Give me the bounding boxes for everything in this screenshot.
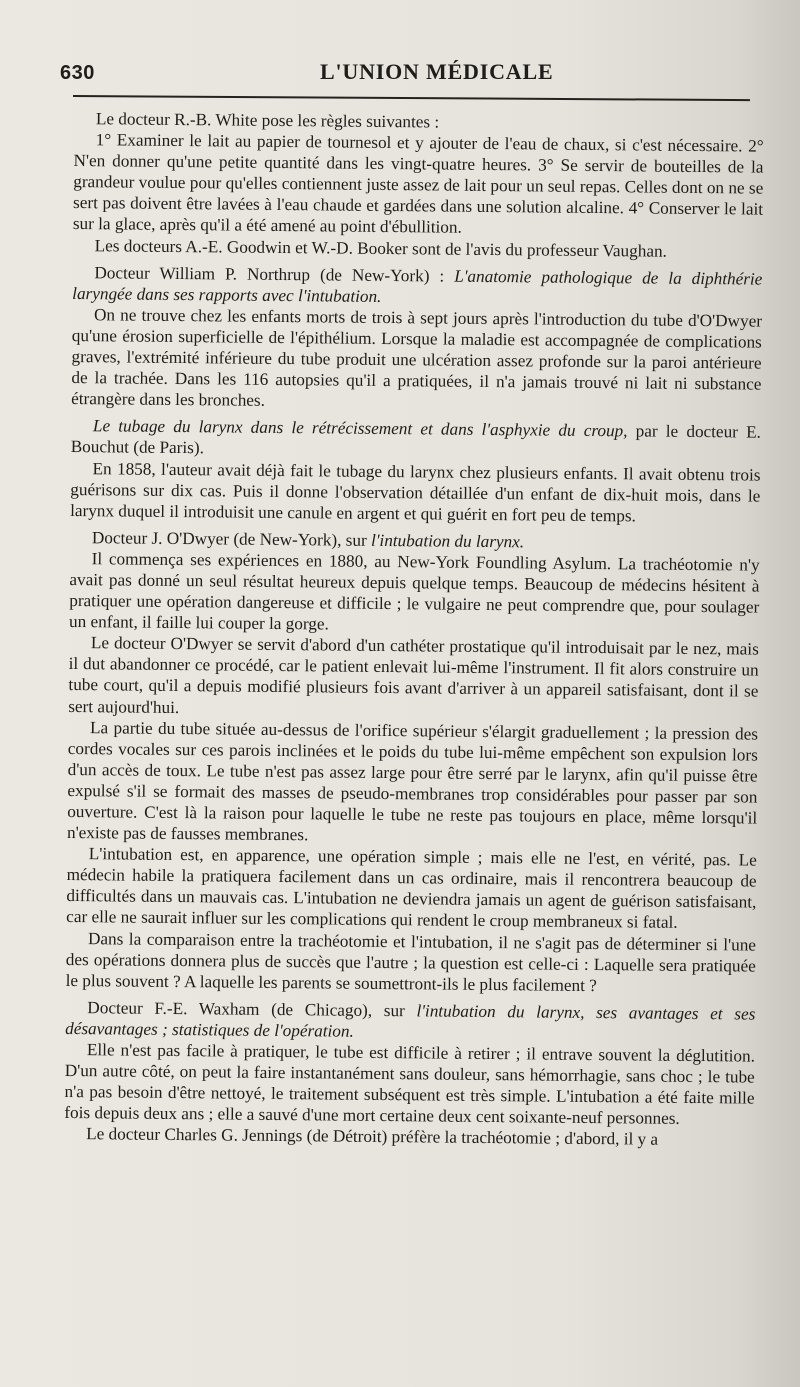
waxham-title: l'intubation du larynx, ses avantages et ses désavantages ; statistiques de l'opération.	[65, 1001, 756, 1041]
paragraph-tube-description: La partie du tube située au-dessus de l'orifice supérieur s'élargit graduellement ; la pression des cordes vocales sur ces parois inclinées et le poids du tube lui-même empêchent son expulsion lors d'un accès de toux. Le tube n'est pas assez large pour être serré par le larynx, afin qu'il puisse être expulsé s'il se formait des masses de pseudo-membranes trop considérables pour passer par son ouverture. C'est là la raison pour laquelle le tube ne reste pas toujours en place, même lorsqu'il n'existe pas de fausses membranes.	[66, 717, 759, 845]
waxham-author: Docteur F.-E. Waxham (de Chicago), sur	[87, 998, 417, 1021]
paragraph-goodwin-booker: Les docteurs A.-E. Goodwin et W.-D. Booker sont de l'avis du professeur Vaughan.	[94, 235, 668, 261]
running-title: L'UNION MÉDICALE	[320, 59, 554, 84]
odwyer-title: l'intubation du larynx.	[370, 530, 525, 552]
paragraph-northrup-findings: On ne trouve chez les enfants morts de trois à sept jours après l'introduction du tube d'O'Dwyer qu'une érosion superficielle de l'épithélium. Lorsque la maladie est accompagnée de complications graves, l'extrémité inférieure du tube produit une ulcération assez profonde sur la paroi antérieure de la trachée. Dans les 116 autopsies qu'il a pratiquées, il n'a jamais trouvé ni lait ni substance étrangère dans les bronches.	[71, 305, 763, 411]
paragraph-waxham-findings: Elle n'est pas facile à pratiquer, le tube est difficile à retirer ; il entrave souvent la déglutition. D'un autre côté, on peut la faire instantanément sans douleur, sans hémorrhagie, sans choc ; le tube n'a pas besoin d'être nettoyé, le traitement subséquent est très simple. L'intubation a été faite mille fois depuis deux ans ; elle a sauvé d'une mort certaine deux cent soixante-neuf personnes.	[64, 1040, 756, 1129]
header-rule	[73, 95, 750, 101]
paragraph-waxham-heading	[65, 997, 755, 1046]
paragraph-white-intro: Le docteur R.-B. White pose les règles suivantes :	[95, 109, 440, 132]
page-header	[60, 52, 750, 88]
northrup-title: L'anatomie pathologique de la diphthérie laryngée dans ses rapports avec l'intubation.	[72, 266, 763, 306]
article-body	[64, 108, 764, 1151]
paragraph-bouchut-heading	[71, 415, 761, 464]
paragraph-odwyer-catheter: Le docteur O'Dwyer se servit d'abord d'un cathéter prostatique qu'il introduisait par le nez, mais il dut abandonner ce procédé, car le patient enlevait lui-même l'instrument. Il fit alors construire un tube court, qu'il a depuis modifié plusieurs fois avant d'arriver à un appareil satisfaisant, dont il se sert aujourd'hui.	[68, 633, 759, 717]
paragraph-bouchut-history: En 1858, l'auteur avait déjà fait le tubage du larynx chez plusieurs enfants. Il avait obtenu trois guérisons sur dix cas. Puis il donne l'observation détaillée d'un enfant de dix-huit mois, dans le larynx duquel il introduisit une canule en argent et qui guérit en fort peu de temps.	[70, 458, 761, 526]
paragraph-comparison: Dans la comparaison entre la trachéotomie et l'intubation, il ne s'agit pas de déterminer si l'une des opérations donnera plus de succès que l'autre ; la question est celle-ci : Laquelle sera pratiquée le plus souvent ? A laquelle les parents se soumettront-ils le plus facilement ?	[65, 928, 757, 995]
northrup-author: Docteur William P. Northrup (de New-York) :	[94, 262, 455, 286]
bouchut-title: Le tubage du larynx dans le rétrécissement et dans l'asphyxie du croup,	[92, 416, 628, 441]
paragraph-jennings: Le docteur Charles G. Jennings (de Détroit) préfère la trachéotomie ; d'abord, il y a	[86, 1124, 659, 1150]
paragraph-intubation-simple: L'intubation est, en apparence, une opération simple ; mais elle ne l'est, en vérité, pas. Le médecin habile la pratiquera facilement dans un cas ordinaire, mais il rencontrera beaucoup de difficultés dans un mauvais cas. L'intubation ne deviendra jamais un agent de guérison satisfaisant, car elle ne saurait influer sur les complications qui rendent le croup membraneux si fatal.	[66, 844, 757, 933]
page-number: 630	[60, 62, 95, 84]
paragraph-northrup-heading	[72, 262, 762, 311]
odwyer-author: Docteur J. O'Dwyer (de New-York), sur	[91, 527, 372, 550]
paragraph-milk-rules: 1° Examiner le lait au papier de tournesol et y ajouter de l'eau de chaux, si c'est nécessaire. 2° N'en donner qu'une petite quantité dans les vingt-quatre heures. 3° Se servir de bouteilles de la grandeur voulue pour qu'elles contiennent juste assez de lait pour un seul repas. Celles dont on ne se sert pas doivent être lavées à l'eau chaude et gardées dans une solution alcaline. 4° Conserver le lait sur la glace, après qu'il a été amené au point d'ébullition.	[72, 130, 764, 238]
bouchut-author: par le docteur E. Bouchut (de Paris).	[70, 421, 762, 458]
paragraph-odwyer-experiments: Il commença ses expériences en 1880, au New-York Foundling Asylum. La trachéotomie n'y avait pas donné un seul résultat heureux depuis quelque temps. Beaucoup de médecins hésitent à pratiquer une opération dangereuse et difficile ; le vulgaire ne peut comprendre que, pour soulager un enfant, il faille lui couper la gorge.	[68, 549, 760, 634]
